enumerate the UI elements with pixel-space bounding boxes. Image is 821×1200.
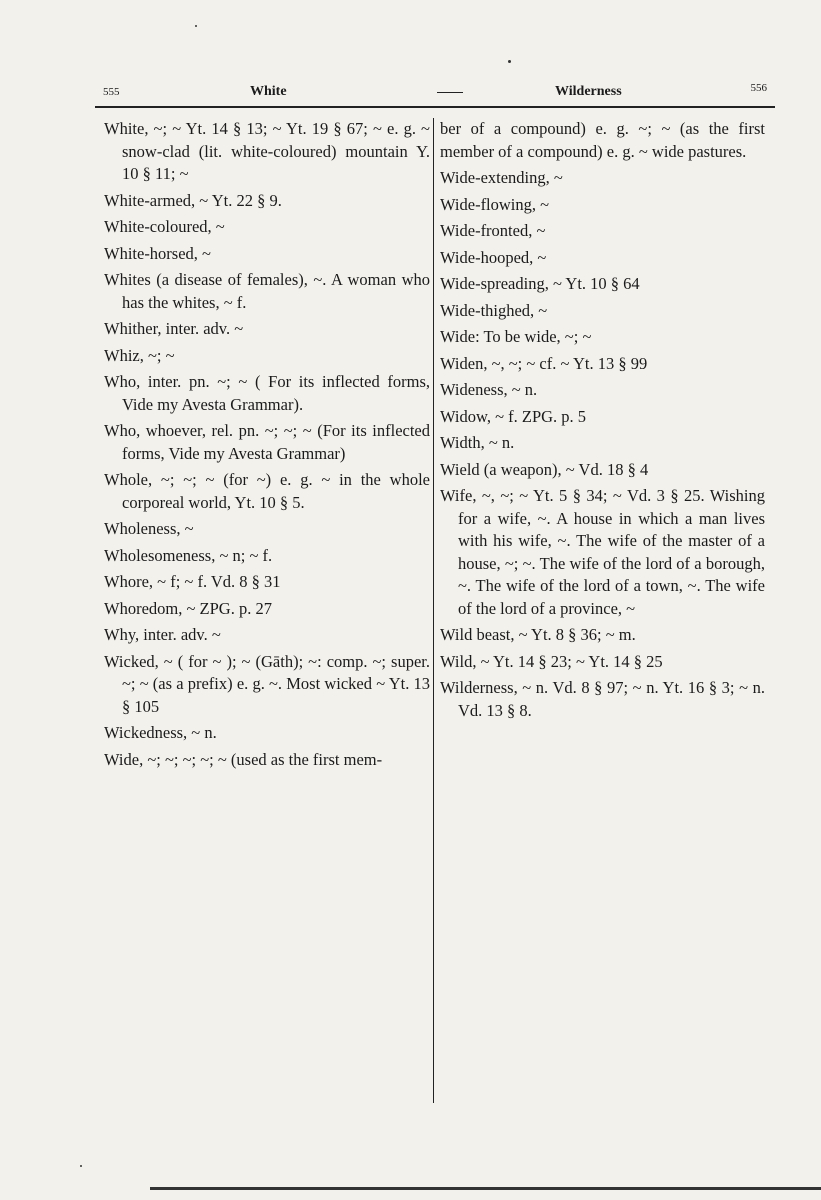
right-running-title: Wilderness (555, 84, 622, 99)
column-divider (433, 118, 434, 1103)
entry-wide-fronted: Wide-fronted, ~ (440, 221, 546, 240)
entry-wild: Wild, ~ Yt. 14 § 23; ~ Yt. 14 § 25 (440, 651, 663, 671)
entry-wide-extending: Wide-extending, ~ (440, 168, 563, 187)
right-column (440, 118, 765, 726)
entry-wicked: Wicked, ~ ( for ~ ); ~ (Gāth); ~: comp. ~; super. ~; ~ (as a prefix) e. g. ~. Most wicked ~ Yt. 13 § 105 (104, 651, 430, 716)
entry-who-inter: Who, inter. pn. ~; ~ ( For its inflected forms, Vide my Avesta Grammar). (104, 372, 430, 414)
entry-white-horsed: White-horsed, ~ (104, 243, 211, 263)
entry-wide-flowing: Wide-flowing, ~ (440, 194, 550, 214)
left-running-title: White (250, 84, 287, 99)
scan-speck (508, 60, 511, 63)
scan-speck (195, 25, 197, 27)
entry-wide-continued: ber of a compound) e. g. ~; ~ (as the first member of a compound) e. g. ~ wide pastures. (440, 119, 765, 161)
entry-white: White, ~; ~ Yt. 14 § 13; ~ Yt. 19 § 67; ~ e. g. ~ snow-clad (lit. white-coloured) mountain Y. 10 § 11; ~ (104, 119, 430, 183)
entry-whore: Whore, ~ f; ~ f. Vd. 8 § 31 (104, 572, 281, 591)
entry-whites: Whites (a disease of females), ~. A woman who has the whites, ~ f. (104, 270, 430, 312)
entry-wield: Wield (a weapon), ~ Vd. 18 § 4 (440, 459, 649, 479)
entry-wide-spreading: Wide-spreading, ~ Yt. 10 § 64 (440, 274, 640, 293)
entry-wife: Wife, ~, ~; ~ Yt. 5 § 34; ~ Vd. 3 § 25. Wishing for a wife, ~. A house in which a man lives with his wife, ~. The wife of the master of a house, ~; ~. The wife of the lord of a borough, ~. The wife of the lord of a town, ~. The wife of the lord of a province, ~ (440, 486, 765, 618)
left-column (104, 118, 430, 775)
entry-widow: Widow, ~ f. ZPG. p. 5 (440, 406, 587, 426)
entry-wholesomeness: Wholesomeness, ~ n; ~ f. (104, 545, 273, 565)
entry-wickedness: Wickedness, ~ n. (104, 723, 217, 742)
entry-widen: Widen, ~, ~; ~ cf. ~ Yt. 13 § 99 (440, 353, 648, 373)
entry-wide: Wide, ~; ~; ~; ~; ~ (used as the first mem- (104, 749, 383, 769)
entry-white-armed: White-armed, ~ Yt. 22 § 9. (104, 190, 282, 210)
entry-whiz: Whiz, ~; ~ (104, 345, 175, 365)
entry-who-rel: Who, whoever, rel. pn. ~; ~; ~ (For its inflected forms, Vide my Avesta Grammar) (104, 421, 430, 463)
page-header (95, 80, 775, 108)
entry-wide-thighed: Wide-thighed, ~ (440, 300, 548, 320)
entry-wholeness: Wholeness, ~ (104, 519, 194, 538)
scan-bottom-edge (150, 1187, 821, 1190)
entry-width: Width, ~ n. (440, 433, 515, 452)
entry-whither: Whither, inter. adv. ~ (104, 319, 244, 338)
entry-wilderness: Wilderness, ~ n. Vd. 8 § 97; ~ n. Yt. 16 § 3; ~ n. Vd. 13 § 8. (440, 678, 765, 720)
entry-wideness: Wideness, ~ n. (440, 380, 538, 399)
scan-speck (80, 1165, 82, 1167)
entry-why: Why, inter. adv. ~ (104, 625, 221, 644)
entry-whole: Whole, ~; ~; ~ (for ~) e. g. ~ in the whole corporeal world, Yt. 10 § 5. (104, 470, 430, 512)
entry-white-coloured: White-coloured, ~ (104, 217, 225, 236)
right-page-number: 556 (750, 82, 767, 94)
entry-to-be-wide: Wide: To be wide, ~; ~ (440, 327, 592, 346)
entry-whoredom: Whoredom, ~ ZPG. p. 27 (104, 598, 272, 618)
header-dash (437, 92, 463, 93)
left-page-number: 555 (103, 86, 120, 98)
entry-wide-hooped: Wide-hooped, ~ (440, 247, 547, 267)
entry-wild-beast: Wild beast, ~ Yt. 8 § 36; ~ m. (440, 625, 636, 644)
